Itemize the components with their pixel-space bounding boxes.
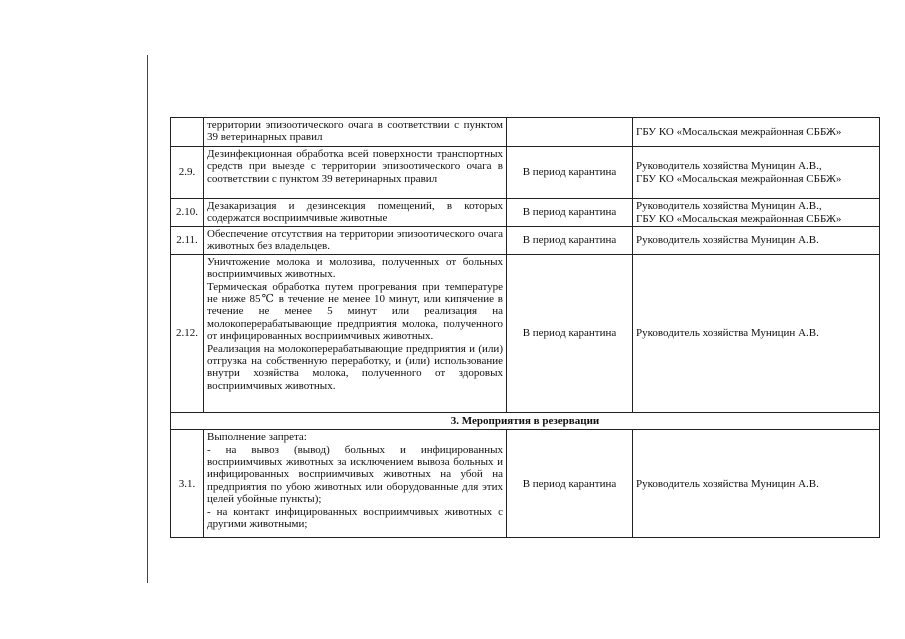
table-row: [171, 430, 880, 538]
responsible-text: Руководитель хозяйства Муницин А.В.,: [636, 160, 822, 173]
action-cell: [204, 118, 507, 147]
row-number: 2.10.: [171, 199, 204, 227]
row-number: [171, 118, 204, 147]
period-cell: В период карантина: [507, 254, 633, 412]
responsible-text: ГБУ КО «Мосальская межрайонная СББЖ»: [636, 212, 842, 225]
action-text: Выполнение запрета:: [207, 431, 307, 444]
responsible-cell: [633, 430, 880, 538]
action-text: Реализация на молокоперерабатывающие предприятия и (или) отгрузка на собственную переработку, и (или) использование внутри хозяйства молока, полученного от здоровых восприимчивых животных.: [207, 342, 503, 392]
responsible-cell: [633, 254, 880, 412]
action-cell: [204, 430, 507, 538]
responsible-cell: [633, 147, 880, 199]
responsible-cell: [633, 118, 880, 147]
action-text: Термическая обработка путем прогревания при температуре не ниже 85℃ в течение не менее 10 минут, или кипячение в течение не менее 5 минут или реализация на молокоперерабатывающие предприятия молока, полученного от инфицированных восприимчивых животных.: [207, 280, 503, 343]
action-text: Обеспечение отсутствия на территории эпизоотического очага животных без владельцев.: [207, 228, 503, 253]
action-text: Уничтожение молока и молозива, полученных от больных восприимчивых животных.: [207, 255, 503, 281]
responsible-text: ГБУ КО «Мосальская межрайонная СББЖ»: [636, 172, 842, 185]
table-row: [171, 227, 880, 255]
responsible-text: Руководитель хозяйства Муницин А.В.: [636, 327, 819, 340]
table-row: [171, 199, 880, 227]
table-row: [171, 147, 880, 199]
table-row: [171, 118, 880, 147]
responsible-text: ГБУ КО «Мосальская межрайонная СББЖ»: [636, 125, 842, 138]
period-cell: В период карантина: [507, 227, 633, 255]
responsible-text: Руководитель хозяйства Муницин А.В.,: [636, 200, 822, 213]
period-cell: В период карантина: [507, 147, 633, 199]
responsible-cell: [633, 227, 880, 255]
row-number: 2.9.: [171, 147, 204, 199]
responsible-text: Руководитель хозяйства Муницин А.В.: [636, 477, 819, 490]
responsible-text: Руководитель хозяйства Муницин А.В.: [636, 234, 819, 247]
section-header-row: [171, 412, 880, 429]
row-number: 2.11.: [171, 227, 204, 255]
action-text: Дезакаризация и дезинсекция помещений, в которых содержатся восприимчивые животные: [207, 200, 503, 225]
action-text: Дезинфекционная обработка всей поверхности транспортных средств при выезде с территории эпизоотического очага в соответствии с пунктом 39 ветеринарных правил: [207, 148, 503, 185]
table-row: [171, 254, 880, 412]
section-title: 3. Мероприятия в резервации: [171, 412, 880, 429]
action-text: территории эпизоотического очага в соответствии с пунктом 39 ветеринарных правил: [207, 119, 503, 144]
page-margin-line: [147, 55, 148, 583]
row-number: 2.12.: [171, 254, 204, 412]
row-number: 3.1.: [171, 430, 204, 538]
action-cell: [204, 147, 507, 199]
action-cell: [204, 199, 507, 227]
period-cell: В период карантина: [507, 199, 633, 227]
period-cell: [507, 118, 633, 147]
measures-table: [170, 117, 880, 538]
action-cell: [204, 227, 507, 255]
action-text: - на вывоз (вывод) больных и инфицированных восприимчивых животных за исключением вывоза больных и инфицированных восприимчивых животных на убой на предприятия по убою животных или оборудованные для этих целей убойные пункты);: [207, 443, 503, 506]
responsible-cell: [633, 199, 880, 227]
period-cell: В период карантина: [507, 430, 633, 538]
action-text: - на контакт инфицированных восприимчивых животных с другими животными;: [207, 505, 503, 531]
action-cell: [204, 254, 507, 412]
